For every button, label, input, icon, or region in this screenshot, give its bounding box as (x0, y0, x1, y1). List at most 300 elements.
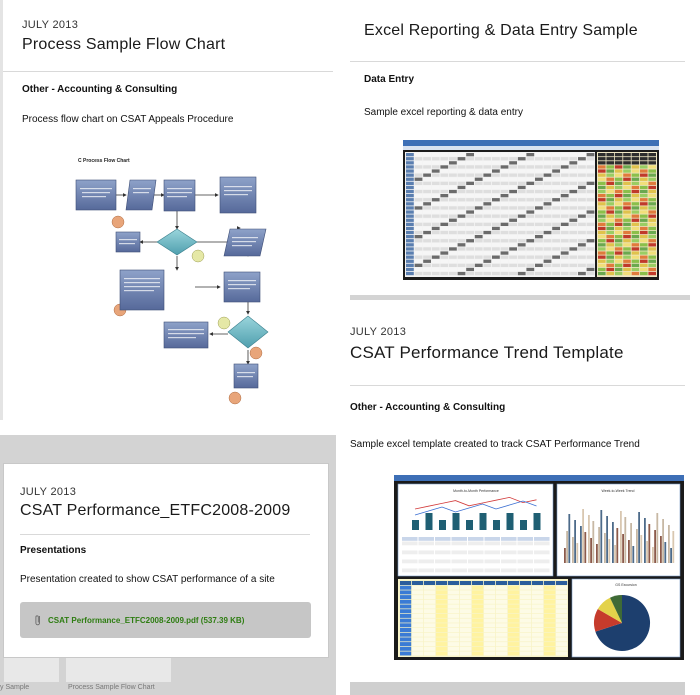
chart-bar (520, 520, 527, 530)
sheet-cell (472, 609, 483, 613)
sheet-cell (509, 268, 517, 271)
sheet-cell (436, 628, 447, 632)
chart-bar (632, 546, 634, 563)
portfolio-card-performance-trend[interactable] (350, 305, 700, 695)
sheet-cell (460, 590, 471, 594)
sheet-cell (448, 633, 459, 637)
sheet-cell (569, 157, 577, 160)
sheet-cell (424, 595, 435, 599)
portfolio-card-excel-reporting[interactable] (350, 0, 700, 298)
sheet-cell (544, 215, 552, 218)
sheet-cell (458, 202, 466, 205)
sheet-cell (466, 169, 474, 172)
sheet-cell (475, 153, 483, 156)
sheet-cell (518, 542, 534, 546)
sheet-cell (492, 202, 500, 205)
sheet-cell (569, 223, 577, 226)
sheet-cell (458, 161, 466, 164)
sheet-cell (466, 227, 474, 230)
sheet-cell (484, 652, 495, 656)
sheet-cell (492, 215, 500, 218)
sheet-cell (587, 202, 595, 205)
sheet-cell (468, 546, 484, 550)
sheet-cell (578, 206, 586, 209)
sheet-cell (640, 169, 648, 172)
sheet-cell (561, 264, 569, 267)
sheet-cell (475, 165, 483, 168)
sheet-cell (472, 586, 483, 590)
sheet-cell (424, 623, 435, 627)
sheet-cell (492, 174, 500, 177)
sheet-cell (544, 174, 552, 177)
sheet-cell (501, 186, 509, 189)
sheet-cell (483, 231, 491, 234)
sheet-cell (436, 623, 447, 627)
sheet-cell (496, 642, 507, 646)
sheet-cell (623, 223, 631, 226)
sheet-cell (415, 190, 423, 193)
sheet-cell (526, 165, 534, 168)
sheet-cell (532, 581, 543, 585)
sheet-cell (492, 186, 500, 189)
sheet-cell (623, 235, 631, 238)
sheet-cell (424, 586, 435, 590)
sheet-cell (501, 239, 509, 242)
card-date: JULY 2013 (350, 326, 407, 338)
sheet-cell (526, 264, 534, 267)
sheet-cell (623, 206, 631, 209)
sheet-cell (423, 174, 431, 177)
sheet-cell (475, 198, 483, 201)
sheet-cell (449, 264, 457, 267)
portfolio-card-presentation[interactable] (3, 463, 329, 658)
sheet-cell (648, 178, 656, 181)
card-category: Presentations (20, 545, 87, 556)
sheet-cell (587, 260, 595, 263)
sheet-cell (415, 157, 423, 160)
sheet-cell (578, 260, 586, 263)
sheet-cell (492, 206, 500, 209)
sheet-cell (412, 652, 423, 656)
sheet-cell (532, 652, 543, 656)
sheet-cell (640, 186, 648, 189)
sheet-cell (544, 194, 552, 197)
sheet-cell (535, 165, 543, 168)
sheet-cell (569, 247, 577, 250)
sheet-cell (520, 586, 531, 590)
sheet-cell (623, 194, 631, 197)
sheet-cell (424, 590, 435, 594)
sheet-cell (632, 227, 640, 230)
sheet-cell (544, 157, 552, 160)
sheet-cell (544, 595, 555, 599)
sheet-cell (632, 178, 640, 181)
sheet-cell (648, 256, 656, 259)
sheet-cell (623, 198, 631, 201)
card-title[interactable]: Excel Reporting & Data Entry Sample (364, 22, 638, 39)
sheet-cell (415, 268, 423, 271)
sheet-cell (508, 600, 519, 604)
sheet-cell (492, 239, 500, 242)
sheet-cell (483, 264, 491, 267)
sheet-cell (483, 239, 491, 242)
sheet-cell (475, 202, 483, 205)
sheet-cell (415, 223, 423, 226)
sheet-cell (432, 186, 440, 189)
chart-bar (646, 541, 648, 563)
sheet-cell (648, 157, 656, 160)
sheet-cell (440, 186, 448, 189)
sheet-cell (496, 614, 507, 618)
sheet-cell (552, 153, 560, 156)
sheet-cell (552, 231, 560, 234)
sheet-cell (606, 215, 614, 218)
sheet-cell (544, 182, 552, 185)
sheet-cell (412, 633, 423, 637)
chart-bar (568, 514, 570, 563)
sheet-cell (400, 595, 411, 599)
sheet-cell (632, 169, 640, 172)
sheet-cell (484, 619, 495, 623)
sheet-cell (485, 560, 501, 564)
sheet-cell (440, 235, 448, 238)
sheet-cell (535, 256, 543, 259)
sheet-cell (492, 153, 500, 156)
chart-bar (572, 537, 574, 563)
sheet-cell (526, 260, 534, 263)
sheet-cell (449, 223, 457, 226)
sheet-cell (449, 227, 457, 230)
sheet-cell (423, 210, 431, 213)
sheet-cell (449, 174, 457, 177)
sheet-cell (623, 190, 631, 193)
sheet-cell (475, 161, 483, 164)
sheet-cell (440, 169, 448, 172)
sheet-cell (423, 157, 431, 160)
sheet-cell (466, 198, 474, 201)
sheet-cell (440, 247, 448, 250)
sheet-cell (483, 251, 491, 254)
sheet-cell (632, 251, 640, 254)
sheet-cell (475, 239, 483, 242)
sheet-cell (615, 235, 623, 238)
sheet-cell (458, 272, 466, 275)
sheet-cell (440, 231, 448, 234)
sheet-cell (544, 186, 552, 189)
sheet-cell (458, 223, 466, 226)
sheet-cell (569, 210, 577, 213)
sheet-cell (458, 215, 466, 218)
sheet-cell (475, 210, 483, 213)
sheet-cell (526, 174, 534, 177)
sheet-cell (475, 251, 483, 254)
sheet-cell (466, 202, 474, 205)
sheet-cell (449, 239, 457, 242)
sheet-cell (400, 581, 411, 585)
sheet-cell (458, 190, 466, 193)
sheet-cell (466, 260, 474, 263)
sheet-cell (532, 590, 543, 594)
sheet-cell (640, 235, 648, 238)
divider (20, 534, 310, 535)
sheet-cell (449, 260, 457, 263)
sheet-cell (412, 647, 423, 651)
sheet-cell (466, 182, 474, 185)
sheet-cell (468, 551, 484, 555)
sheet-cell (509, 178, 517, 181)
sheet-cell (598, 223, 606, 226)
sheet-cell (632, 210, 640, 213)
sheet-cell (492, 272, 500, 275)
sheet-cell (509, 198, 517, 201)
sheet-cell (632, 272, 640, 275)
sheet-cell (412, 600, 423, 604)
sheet-cell (423, 235, 431, 238)
sheet-cell (518, 247, 526, 250)
sheet-cell (598, 198, 606, 201)
sheet-cell (544, 647, 555, 651)
sheet-cell (535, 260, 543, 263)
chart-bar (588, 515, 590, 563)
sheet-cell (518, 210, 526, 213)
sheet-cell (535, 186, 543, 189)
sheet-cell (485, 551, 501, 555)
sheet-cell (440, 256, 448, 259)
sheet-cell (544, 153, 552, 156)
sheet-cell (520, 605, 531, 609)
sheet-cell (535, 153, 543, 156)
sheet-cell (484, 590, 495, 594)
card-date: JULY 2013 (20, 486, 77, 498)
sheet-cell (435, 560, 451, 564)
sheet-cell (483, 268, 491, 271)
sheet-cell (424, 637, 435, 641)
chart-bar (630, 523, 632, 563)
sheet-cell (423, 178, 431, 181)
sheet-cell (484, 647, 495, 651)
sheet-cell (466, 219, 474, 222)
sheet-cell (632, 223, 640, 226)
card-title[interactable]: CSAT Performance_ETFC2008-2009 (20, 502, 291, 519)
sheet-cell (436, 600, 447, 604)
sheet-cell (587, 190, 595, 193)
sheet-cell (509, 231, 517, 234)
sheet-cell (440, 174, 448, 177)
sheet-cell (432, 194, 440, 197)
sheet-cell (509, 223, 517, 226)
sheet-cell (544, 614, 555, 618)
sheet-cell (535, 190, 543, 193)
sheet-cell (648, 219, 656, 222)
sheet-cell (400, 619, 411, 623)
sheet-cell (544, 581, 555, 585)
sheet-cell (509, 194, 517, 197)
sheet-cell (648, 235, 656, 238)
sheet-cell (460, 633, 471, 637)
trend-sheet-image[interactable] (394, 475, 684, 660)
sheet-cell (526, 256, 534, 259)
sheet-cell (552, 169, 560, 172)
sheet-cell (606, 219, 614, 222)
sheet-cell (449, 247, 457, 250)
sheet-cell (468, 537, 484, 541)
portfolio-card-flow-chart[interactable] (0, 0, 342, 420)
sheet-cell (508, 647, 519, 651)
sheet-cell (561, 268, 569, 271)
sheet-cell (544, 178, 552, 181)
sheet-cell (440, 260, 448, 263)
sheet-cell (544, 623, 555, 627)
sheet-cell (535, 198, 543, 201)
sheet-cell (544, 206, 552, 209)
sheet-cell (632, 231, 640, 234)
sheet-cell (483, 182, 491, 185)
sheet-cell (587, 219, 595, 222)
sheet-cell (475, 190, 483, 193)
sheet-cell (526, 194, 534, 197)
sheet-cell (615, 272, 623, 275)
card-category: Other - Accounting & Consulting (350, 402, 506, 413)
sheet-cell (458, 243, 466, 246)
sheet-cell (648, 194, 656, 197)
sheet-cell (615, 161, 623, 164)
sheet-cell (615, 256, 623, 259)
sheet-cell (423, 239, 431, 242)
chart-bar (672, 531, 674, 563)
sheet-cell (587, 268, 595, 271)
sheet-cell (492, 264, 500, 267)
sheet-cell (458, 157, 466, 160)
sheet-cell (526, 186, 534, 189)
sheet-cell (449, 231, 457, 234)
sheet-cell (458, 178, 466, 181)
sheet-cell (632, 264, 640, 267)
sheet-cell (632, 161, 640, 164)
attachment-download-link[interactable] (20, 602, 311, 638)
sheet-cell (508, 595, 519, 599)
sheet-cell (432, 223, 440, 226)
sheet-cell (648, 264, 656, 267)
sheet-cell (406, 260, 414, 263)
card-title[interactable]: Process Sample Flow Chart (22, 36, 226, 53)
card-description: Sample excel template created to track CSAT Performance Trend (350, 439, 640, 450)
sheet-cell (458, 186, 466, 189)
sheet-cell (440, 223, 448, 226)
sheet-cell (412, 581, 423, 585)
chart-bar (638, 512, 640, 563)
sheet-cell (640, 260, 648, 263)
sheet-cell (535, 194, 543, 197)
sheet-cell (458, 194, 466, 197)
sheet-cell (483, 165, 491, 168)
sheet-cell (509, 219, 517, 222)
sheet-cell (449, 198, 457, 201)
flow-chart-image[interactable] (60, 152, 300, 412)
sheet-cell (412, 628, 423, 632)
excel-sheet-image[interactable] (403, 140, 659, 280)
sheet-cell (615, 174, 623, 177)
sheet-cell (552, 272, 560, 275)
sheet-cell (640, 256, 648, 259)
chart-bar (574, 520, 576, 563)
sheet-cell (406, 215, 414, 218)
sheet-cell (435, 569, 451, 573)
sheet-cell (556, 590, 567, 594)
sheet-cell (440, 219, 448, 222)
sheet-cell (449, 153, 457, 156)
sheet-cell (518, 264, 526, 267)
sheet-cell (615, 210, 623, 213)
sheet-cell (520, 614, 531, 618)
sheet-cell (569, 231, 577, 234)
chart-bar (668, 525, 670, 563)
sheet-cell (578, 186, 586, 189)
sheet-cell (569, 186, 577, 189)
sheet-cell (440, 239, 448, 242)
sheet-cell (448, 605, 459, 609)
sheet-cell (632, 247, 640, 250)
sheet-cell (485, 537, 501, 541)
sheet-cell (569, 161, 577, 164)
sheet-cell (436, 652, 447, 656)
sheet-cell (448, 600, 459, 604)
sheet-cell (492, 161, 500, 164)
sheet-cell (460, 619, 471, 623)
sheet-cell (632, 215, 640, 218)
card-date: JULY 2013 (22, 19, 79, 31)
sheet-cell (415, 178, 423, 181)
sheet-cell (424, 647, 435, 651)
sheet-cell (406, 256, 414, 259)
chart-bar (480, 513, 487, 530)
sheet-cell (492, 190, 500, 193)
sheet-cell (544, 239, 552, 242)
sheet-cell (458, 239, 466, 242)
sheet-cell (518, 260, 526, 263)
sheet-cell (640, 272, 648, 275)
card-title[interactable]: CSAT Performance Trend Template (350, 343, 624, 362)
sheet-cell (485, 569, 501, 573)
sheet-cell (483, 247, 491, 250)
sheet-cell (508, 623, 519, 627)
sheet-cell (587, 227, 595, 230)
sheet-cell (544, 247, 552, 250)
sheet-cell (632, 219, 640, 222)
sheet-cell (518, 190, 526, 193)
sheet-cell (561, 206, 569, 209)
sheet-cell (466, 178, 474, 181)
sheet-cell (623, 272, 631, 275)
sheet-cell (640, 174, 648, 177)
sheet-cell (544, 227, 552, 230)
sheet-cell (406, 251, 414, 254)
sheet-cell (448, 637, 459, 641)
sheet-cell (432, 182, 440, 185)
sheet-cell (415, 227, 423, 230)
sheet-cell (544, 256, 552, 259)
sheet-cell (501, 178, 509, 181)
sheet-cell (552, 264, 560, 267)
sheet-cell (424, 614, 435, 618)
attachment-filename[interactable]: CSAT Performance_ETFC2008-2009.pdf (537.39 KB) (48, 615, 245, 625)
sheet-cell (501, 153, 509, 156)
sheet-cell (475, 231, 483, 234)
sheet-cell (406, 243, 414, 246)
sheet-cell (496, 609, 507, 613)
sheet-cell (578, 169, 586, 172)
sheet-cell (415, 169, 423, 172)
chart-bar (426, 513, 433, 530)
